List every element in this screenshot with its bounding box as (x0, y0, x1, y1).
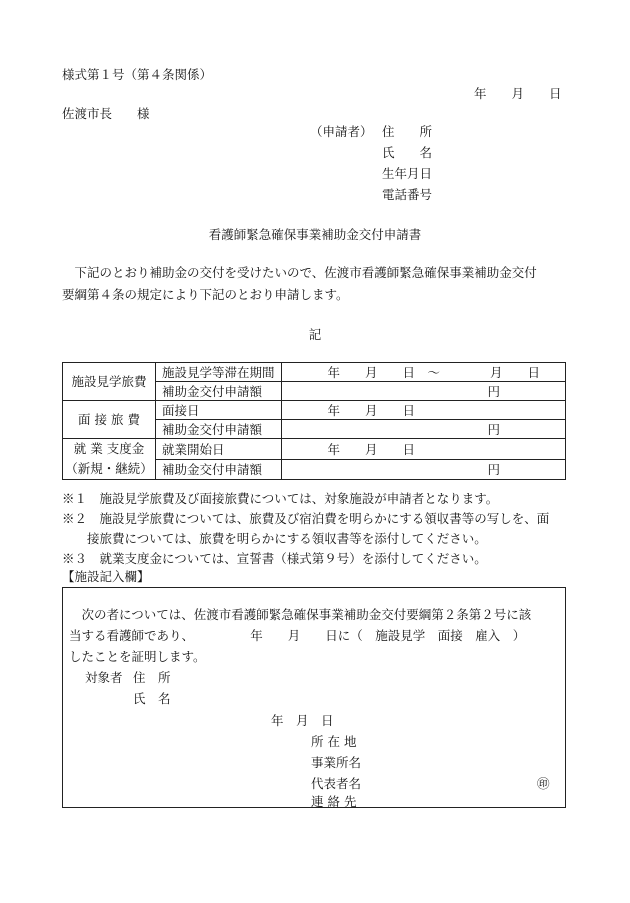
org-representative-label: 代表者名 (311, 776, 362, 791)
note-3: ※３ 就業支度金については、宣誓書（様式第９号）を添付してください。 (62, 551, 487, 566)
category-employment-line-2: （新規・継続） (65, 461, 153, 476)
date-line: 年 月 日 (474, 86, 562, 101)
form-number: 様式第１号（第４条関係） (62, 67, 213, 82)
subject-label: 対象者 (85, 670, 123, 685)
row-label: 補助金交付申請額 (156, 459, 282, 480)
intro-line-1: 下記のとおり補助金の交付を受けたいので、佐渡市看護師緊急確保事業補助金交付 (62, 265, 537, 280)
document-title: 看護師緊急確保事業補助金交付申請書 (208, 227, 422, 242)
facility-box (62, 587, 566, 808)
note-2: ※２ 施設見学旅費については、旅費及び宿泊費を明らかにする領収書等の写しを、面 (62, 511, 550, 526)
category-interview: 面 接 旅 費 (63, 401, 156, 439)
note-2-continued: 接旅費については、旅費を明らかにする領収書等を添付してください。 (62, 531, 487, 546)
org-location-label: 所 在 地 (311, 734, 357, 749)
row-label: 面接日 (156, 401, 282, 420)
applicant-birthdate-label: 生年月日 (382, 166, 433, 181)
notes-block (62, 489, 549, 569)
row-value[interactable]: 円 (281, 459, 565, 480)
applicant-phone-label: 電話番号 (382, 187, 433, 202)
row-label: 補助金交付申請額 (156, 420, 282, 439)
intro-line-2: 要綱第４条の規定により下記のとおり申請します。 (62, 287, 349, 302)
row-value[interactable]: 年 月 日 ～ 月 日 (281, 363, 565, 382)
applicant-role: （申請者） (310, 124, 373, 139)
category-employment-line-1: 就 業 支度金 (73, 441, 145, 456)
org-office-label: 事業所名 (311, 755, 362, 770)
org-contact-label: 連 絡 先 (311, 794, 357, 809)
applicant-address-label: 住 所 (382, 124, 433, 139)
category-site-visit: 施設見学旅費 (63, 363, 156, 401)
table-row (63, 363, 566, 382)
facility-para-1: 次の者については、佐渡市看護師緊急確保事業補助金交付要綱第２条第２号に該 (69, 607, 532, 622)
table-row (63, 439, 566, 460)
certify-date: 年 月 日 (271, 713, 334, 728)
row-value[interactable]: 円 (281, 382, 565, 401)
row-value[interactable]: 年 月 日 (281, 439, 565, 460)
category-employment (63, 439, 156, 480)
addressee: 佐渡市長 様 (62, 106, 150, 121)
seal-mark: ㊞ (537, 776, 550, 791)
ki-heading: 記 (308, 327, 322, 342)
subsidy-table (62, 362, 566, 480)
row-label: 施設見学等滞在期間 (156, 363, 282, 382)
note-1: ※１ 施設見学旅費及び面接旅費については、対象施設が申請者となります。 (62, 491, 499, 506)
facility-para-3: したことを証明します。 (69, 649, 206, 664)
applicant-block (310, 124, 432, 208)
row-value[interactable]: 年 月 日 (281, 401, 565, 420)
applicant-name-label: 氏 名 (382, 145, 433, 160)
facility-para-2: 当する看護師であり、 年 月 日に（ 施設見学 面接 雇入 ） (69, 628, 526, 643)
row-value[interactable]: 円 (281, 420, 565, 439)
subject-address-label: 住 所 (133, 670, 171, 685)
row-label: 補助金交付申請額 (156, 382, 282, 401)
row-label: 就業開始日 (156, 439, 282, 460)
table-row (63, 401, 566, 420)
facility-heading: 【施設記入欄】 (62, 569, 150, 584)
subject-name-label: 氏 名 (133, 691, 171, 706)
